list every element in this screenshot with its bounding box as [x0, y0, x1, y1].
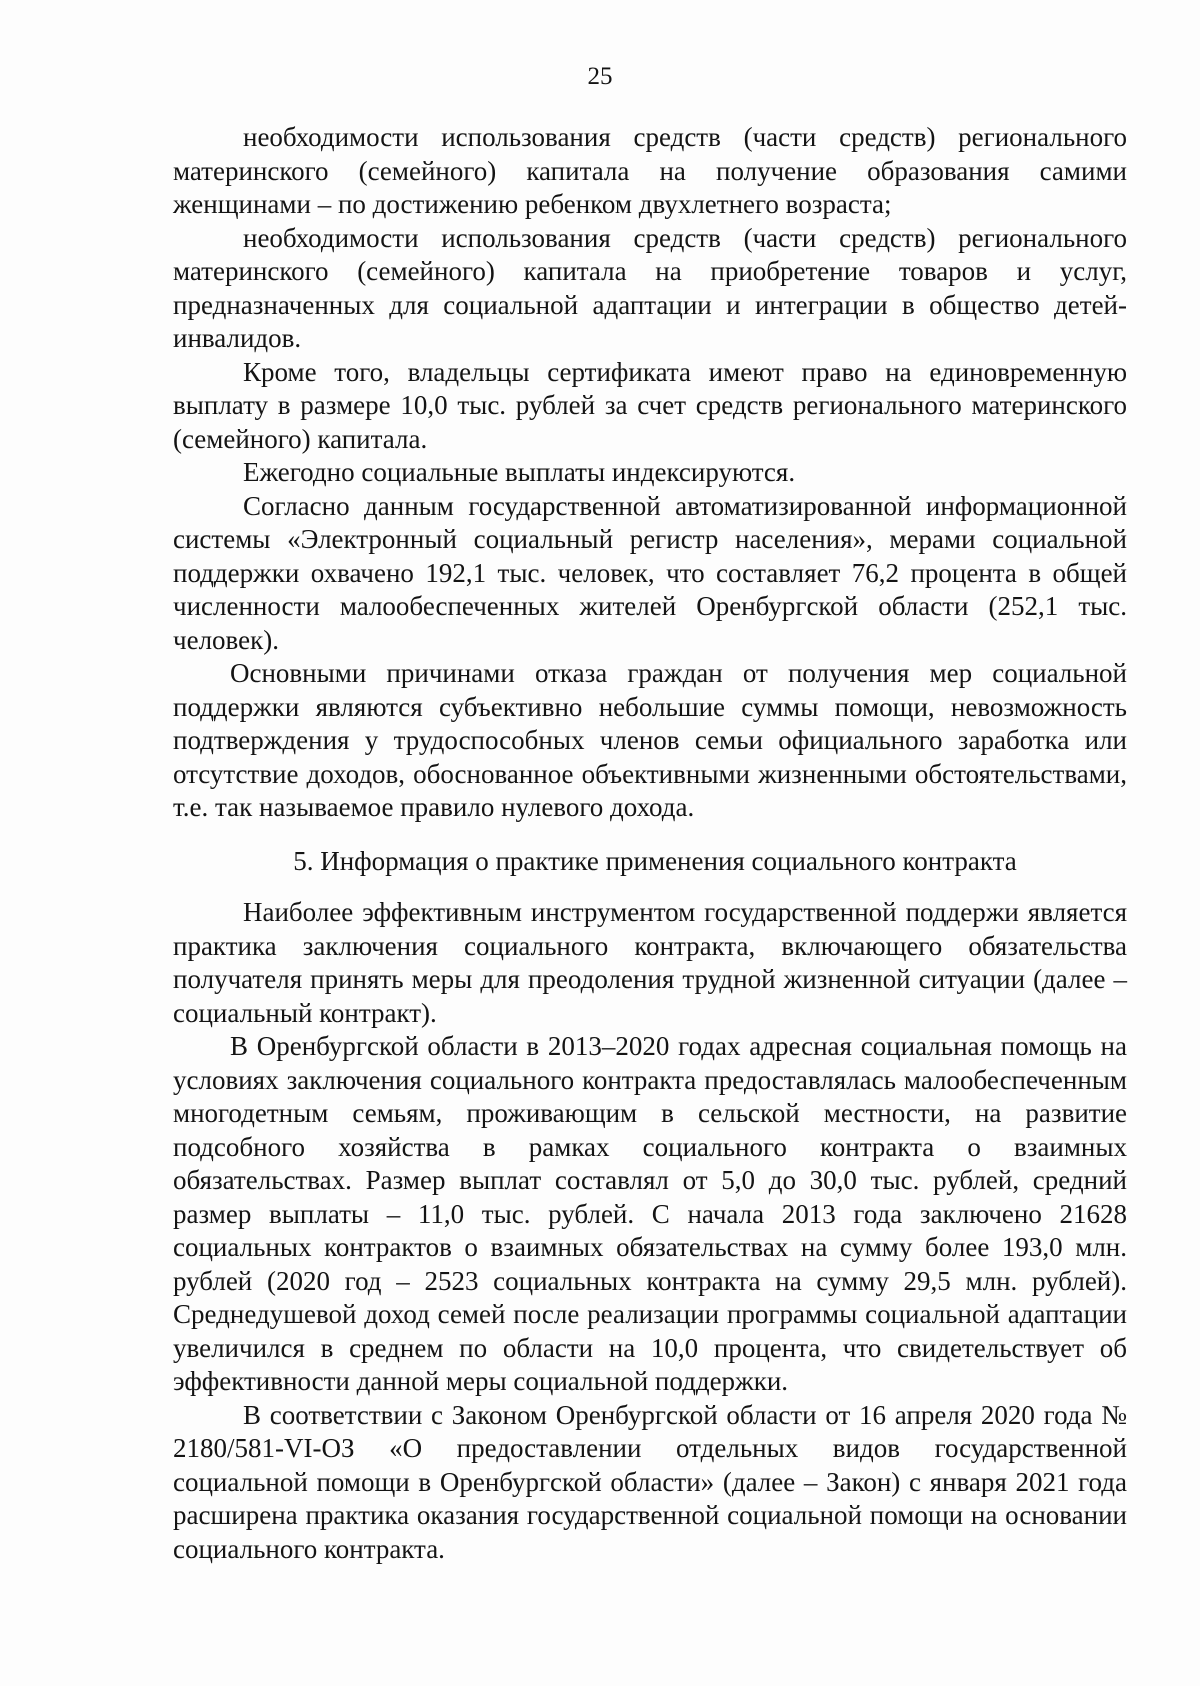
- section-heading: 5. Информация о практике применения социального контракта: [293, 845, 1017, 876]
- paragraph: Наиболее эффективным инструментом государственной поддержи является практика заключения социального контракта, включающего обязательства получателя принять меры для преодоления трудной жизненной ситуации (далее – социальный контракт).: [173, 897, 1127, 1028]
- paragraph: Ежегодно социальные выплаты индексируются.: [243, 457, 796, 487]
- paragraph: Кроме того, владельцы сертификата имеют право на единовременную выплату в размере 10,0 тыс. рублей за счет средств регионального материнского (семейного) капитала.: [173, 356, 1127, 454]
- paragraph: необходимости использования средств (части средств) регионального материнского (семейного) капитала на приобретение товаров и услуг, предназначенных для социальной адаптации и интеграции в общество детей-инвалидов.: [173, 222, 1127, 353]
- paragraph: Основными причинами отказа граждан от получения мер социальной поддержки являются субъективно небольшие суммы помощи, невозможность подтверждения у трудоспособных членов семьи официального заработка или отсутствие доходов, обоснованное объективными жизненными обстоятельствами, т.е. так называемое правило нулевого дохода.: [173, 658, 1127, 822]
- page-number: 25: [587, 63, 613, 90]
- document-body: [173, 121, 1127, 1566]
- paragraph: В Оренбургской области в 2013–2020 годах адресная социальная помощь на условиях заключения социального контракта предоставлялась малообеспеченным многодетным семьям, проживающим в сельской местности, на развитие подсобного хозяйства в рамках социального контракта о взаимных обязательствах. Размер выплат составлял от 5,0 до 30,0 тыс. рублей, средний размер выплаты – 11,0 тыс. рублей. С начала 2013 года заключено 21628 социальных контрактов о взаимных обязательствах на сумму более 193,0 млн. рублей (2020 год – 2523 социальных контракта на сумму 29,5 млн. рублей). Среднедушевой доход семей после реализации программы социальной адаптации увеличился в среднем по области на 10,0 процента, что свидетельствует об эффективности данной меры социальной поддержки.: [173, 1031, 1127, 1396]
- paragraph: Согласно данным государственной автоматизированной информационной системы «Электронный социальный регистр населения», мерами социальной поддержки охвачено 192,1 тыс. человек, что составляет 76,2 процента в общей численности малообеспеченных жителей Оренбургской области (252,1 тыс. человек).: [173, 490, 1127, 655]
- paragraph: В соответствии с Законом Оренбургской области от 16 апреля 2020 года № 2180/581-VI-ОЗ «О предоставлении отдельных видов государственной социальной помощи в Оренбургской области» (далее – Закон) с января 2021 года расширена практика оказания государственной социальной помощи на основании социального контракта.: [173, 1399, 1127, 1564]
- paragraph: необходимости использования средств (части средств) регионального материнского (семейного) капитала на получение образования самими женщинами – по достижению ребенком двухлетнего возраста;: [173, 122, 1127, 219]
